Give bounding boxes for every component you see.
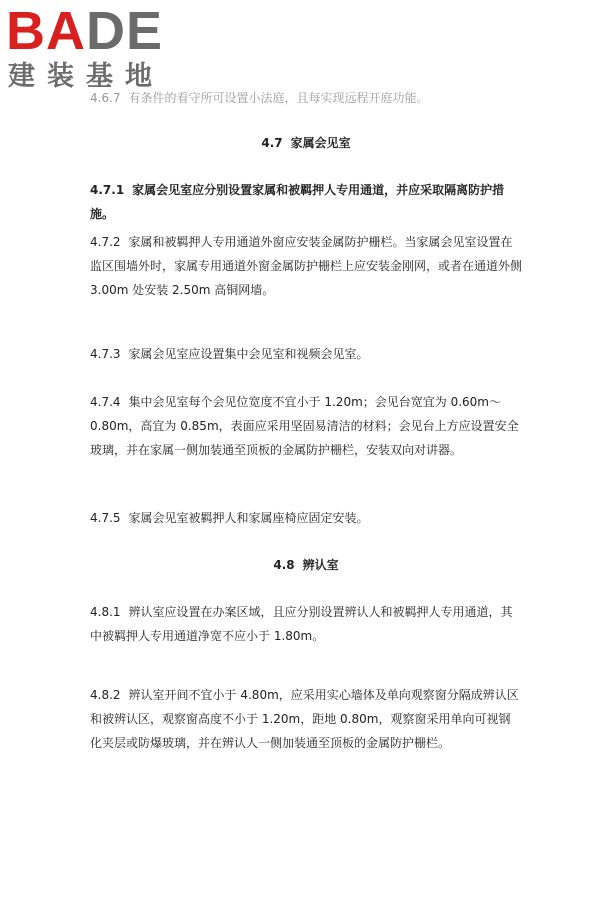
clause-4-7-3 [90, 342, 522, 366]
clause-text: 辨认室开间不宜小于 4.80m，应采用实心墙体及单向观察窗分隔成辨认区和被辨认区，观察窗高度不小于 1.20m，距地 0.80m，观察窗采用单向可视钢化夹层或防爆玻璃，并在辨认人一侧加装通至顶板的金属防护栅栏。 [90, 688, 519, 750]
clause-4-6-7 [90, 86, 522, 110]
logo-wordmark [6, 1, 164, 61]
clause-text: 辨认室应设置在办案区域，且应分别设置辨认人和被羁押人专用通道，其中被羁押人专用通道净宽不应小于 1.80m。 [90, 605, 513, 643]
clause-4-7-2 [90, 230, 522, 302]
clause-4-7-1 [90, 178, 522, 226]
logo-wordmark-accent: BA [6, 1, 86, 61]
clause-text: 家属会见室应分别设置家属和被羁押人专用通道，并应采取隔离防护措施。 [90, 183, 505, 221]
section-number: 4.8 [273, 558, 295, 572]
clause-text: 集中会见室每个会见位宽度不宜小于 1.20m；会见台宽宜为 0.60m～0.80m，高宜为 0.85m，表面应采用坚固易清洁的材料；会见台上方应设置安全玻璃，并在家属一侧加装通至顶板的金属防护栅栏，安装双向对讲器。 [90, 395, 519, 457]
clause-4-8-1 [90, 600, 522, 648]
clause-number: 4.6.7 [90, 91, 121, 105]
clause-number: 4.8.2 [90, 688, 121, 702]
clause-4-8-2 [90, 683, 522, 755]
section-heading-4-7 [90, 131, 522, 155]
section-heading-4-8 [90, 553, 522, 577]
clause-number: 4.8.1 [90, 605, 121, 619]
clause-number: 4.7.1 [90, 183, 125, 197]
clause-number: 4.7.3 [90, 347, 121, 361]
clause-number: 4.7.2 [90, 235, 121, 249]
section-number: 4.7 [261, 136, 283, 150]
logo [6, 1, 186, 94]
clause-text: 家属和被羁押人专用通道外窗应安装金属防护栅栏。当家属会见室设置在监区围墙外时，家属专用通道外窗金属防护栅栏上应安装金刚网，或者在通道外侧 3.00m 处安装 2.50m 高铜网墙。 [90, 235, 523, 297]
section-title: 家属会见室 [290, 136, 351, 150]
section-title: 辨认室 [302, 558, 339, 572]
clause-text: 家属会见室应设置集中会见室和视频会见室。 [128, 347, 369, 361]
logo-wordmark-rest: DE [86, 1, 164, 61]
clause-number: 4.7.4 [90, 395, 121, 409]
clause-4-7-4 [90, 390, 522, 462]
clause-number: 4.7.5 [90, 511, 121, 525]
clause-4-7-5 [90, 506, 522, 530]
clause-text: 有条件的看守所可设置小法庭，且每实现远程开庭功能。 [128, 91, 429, 105]
logo-subtitle: 建装基地 [8, 61, 164, 92]
clause-text: 家属会见室被羁押人和家属座椅应固定安装。 [128, 511, 369, 525]
